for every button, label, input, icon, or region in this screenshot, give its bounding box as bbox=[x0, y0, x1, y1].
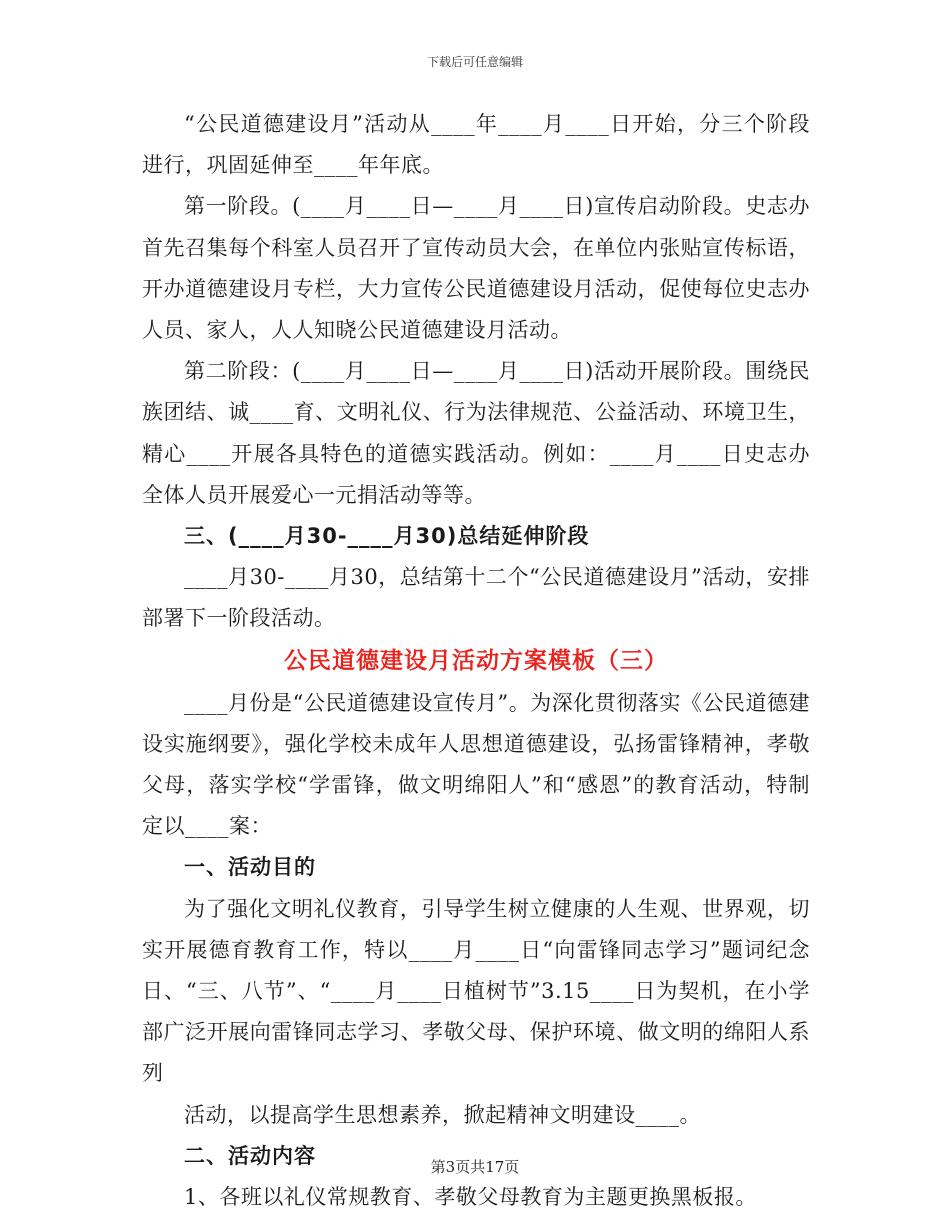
paragraph-phase-two: 第二阶段：(____月____日—____月____日)活动开展阶段。围绕民族团结、诚____育、文明礼仪、行为法律规范、公益活动、环境卫生，精心____开展各具特色的道德实践活动。例如：____月____日史志办全体人员开展爱心一元捐活动等等。 bbox=[142, 359, 810, 507]
page-footer: 第3页共17页 bbox=[430, 1158, 520, 1176]
paragraph-purpose: 为了强化文明礼仪教育，引导学生树立健康的人生观、世界观，切实开展德育教育工作，特以____月____日“向雷锋同志学习”题词纪念日、“三、八节”、“____月____日植树节”3.15____日为契机，在小学部广泛开展向雷锋同志学习、孝敬父母、保护环境、做文明的绵阳人系列 bbox=[142, 896, 810, 1086]
section-heading-content: 二、活动内容 bbox=[184, 1143, 316, 1168]
section-heading-purpose: 一、活动目的 bbox=[184, 855, 316, 880]
paragraph-intro: ____月份是“公民道德建设宣传月”。为深化贯彻落实《公民道德建设实施纲要》，强化学校未成年人思想道德建设，弘扬雷锋精神，孝敬父母，落实学校“学雷锋，做文明绵阳人”和“感恩”的教育活动，特制定以____案： bbox=[142, 690, 810, 839]
document-body bbox=[142, 104, 810, 1218]
paragraph-phase-three: ____月30-____月30，总结第十二个“公民道德建设月”活动，安排部署下一阶段活动。 bbox=[142, 565, 810, 631]
paragraph-content-item-1: 1、各班以礼仪常规教育、孝敬父母教育为主题更换黑板报。 bbox=[184, 1185, 757, 1210]
document-title: 公民道德建设月活动方案模板（三） bbox=[284, 647, 668, 674]
paragraph-schedule-intro: “公民道德建设月”活动从____年____月____日开始，分三个阶段进行，巩固延伸至____年年底。 bbox=[142, 112, 810, 178]
paragraph-phase-one: 第一阶段。(____月____日—____月____日)宣传启动阶段。史志办首先召集每个科室人员召开了宣传动员大会，在单位内张贴宣传标语，开办道德建设月专栏，大力宣传公民道德建设月活动，促使每位史志办人员、家人，人人知晓公民道德建设月活动。 bbox=[142, 194, 810, 343]
section-heading-phase-three: 三、(____月30-____月30)总结延伸阶段 bbox=[184, 524, 590, 549]
page-header: 下载后可任意编辑 bbox=[426, 55, 523, 69]
paragraph-purpose-continued: 活动，以提高学生思想素养，掀起精神文明建设____。 bbox=[184, 1102, 701, 1127]
